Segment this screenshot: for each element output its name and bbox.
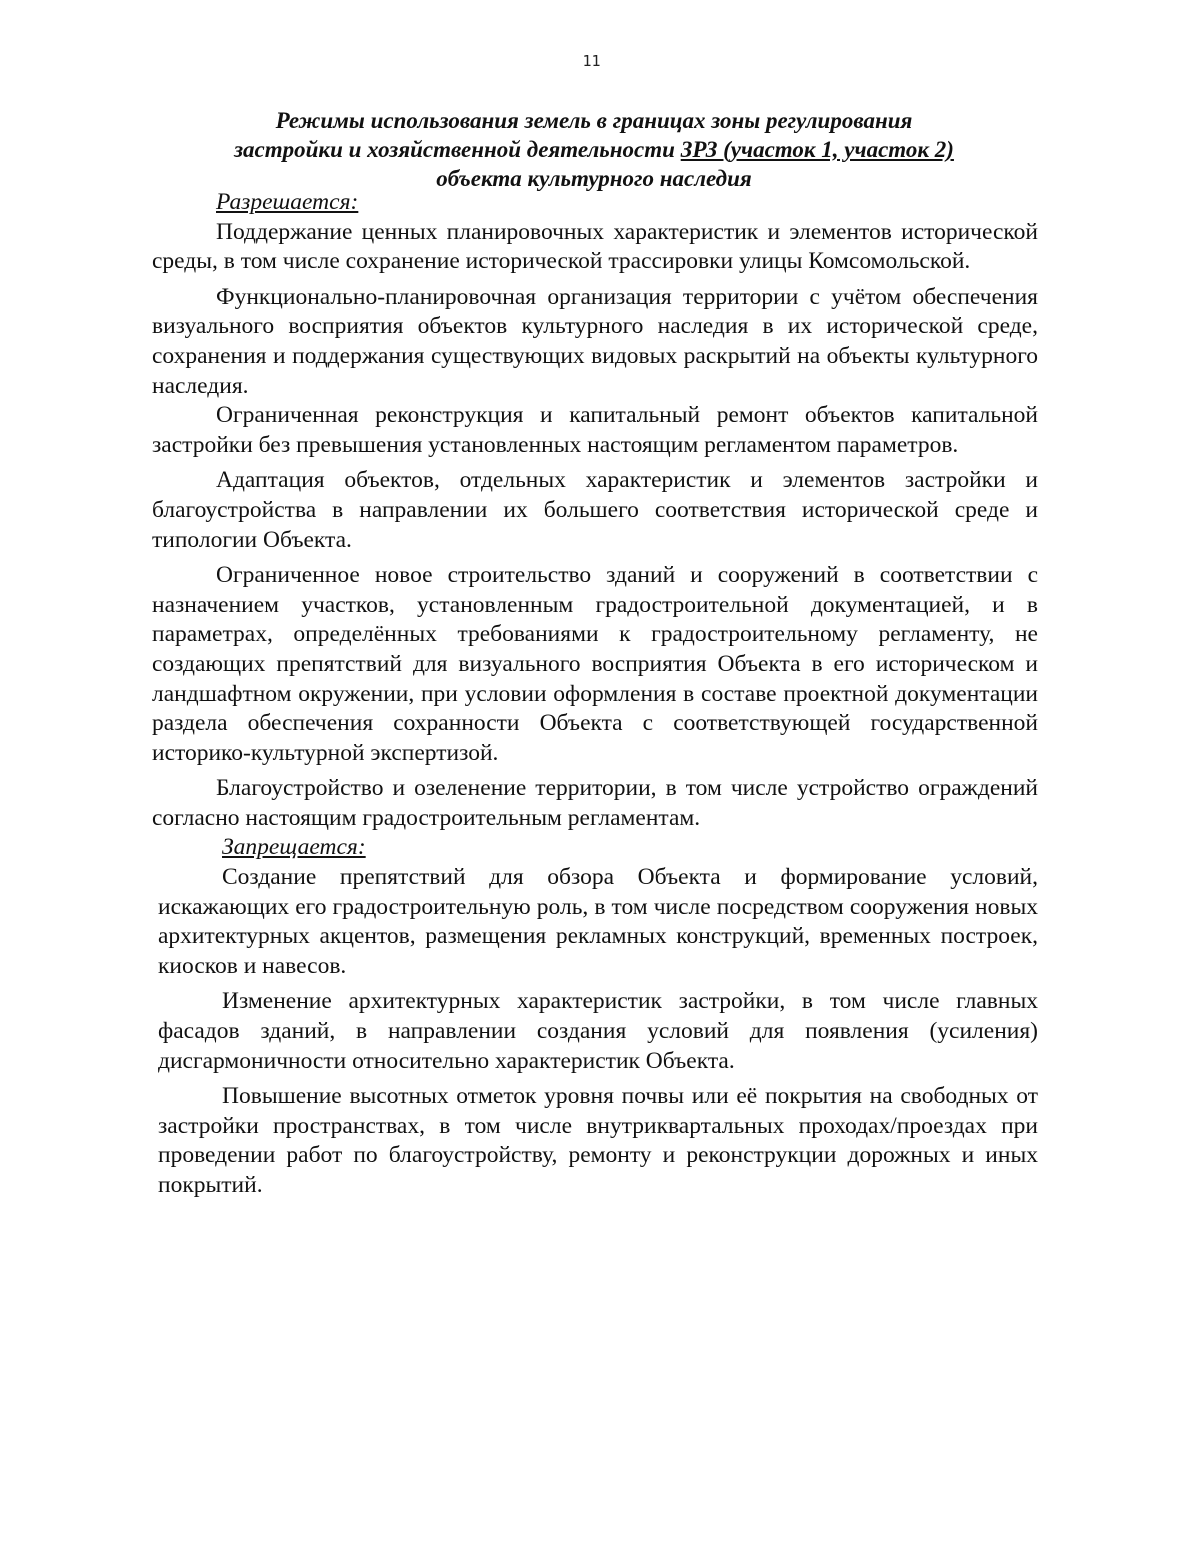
document-title: [150, 106, 1038, 193]
allowed-label: Разрешается:: [216, 189, 359, 215]
allowed-paragraph-6: Благоустройство и озеленение территории, в том числе устройство ограждений согласно настоящим градостроительным регламентам.: [152, 775, 1038, 831]
forbidden-paragraph-2: Изменение архитектурных характеристик застройки, в том числе главных фасадов зданий, в направлении создания условий для появления (усиления) дисгармоничности относительно характеристик Объекта.: [158, 988, 1038, 1074]
forbidden-paragraph-3: Повышение высотных отметок уровня почвы или её покрытия на свободных от застройки пространствах, в том числе внутриквартальных проходах/проездах при проведении работ по благоустройству, ремонту и реконструкции дорожных и иных покрытий.: [158, 1083, 1038, 1198]
allowed-paragraph-5: Ограниченное новое строительство зданий и сооружений в соответствии с назначением участков, установленным градостроительной документацией, и в параметрах, определённых требованиями к градостроительному регламенту, не создающих препятствий для визуального восприятия Объекта в его историческом и ландшафтном окружении, при условии оформления в составе проектной документации раздела обеспечения сохранности Объекта с соответствующей государственной историко-культурной экспертизой.: [152, 562, 1038, 766]
allowed-paragraph-4: Адаптация объектов, отдельных характеристик и элементов застройки и благоустройства в направлении их большего соответствия исторической среде и типологии Объекта.: [152, 467, 1038, 553]
forbidden-label: Запрещается:: [222, 834, 366, 861]
allowed-paragraph-3: Ограниченная реконструкция и капитальный ремонт объектов капитальной застройки без превышения установленных настоящим регламентом параметров.: [152, 402, 1038, 458]
title-line-3: объекта культурного наследия: [436, 166, 752, 191]
title-line-2-prefix: застройки и хозяйственной деятельности: [234, 137, 681, 162]
forbidden-section: [158, 833, 1038, 1200]
title-line-1: Режимы использования земель в границах зоны регулирования: [275, 108, 913, 133]
page-number: 11: [582, 52, 601, 70]
allowed-paragraph-2: Функционально-планировочная организация территории с учётом обеспечения визуального восприятия объектов культурного наследия в их исторической среде, сохранения и поддержания существующих видовых раскрытий на объекты культурного наследия.: [152, 283, 1038, 399]
forbidden-paragraph-1: Создание препятствий для обзора Объекта и формирование условий, искажающих его градостроительную роль, в том числе посредством сооружения новых архитектурных акцентов, размещения рекламных конструкций, временных построек, киосков и навесов.: [158, 864, 1038, 979]
title-zone-code: ЗРЗ (участок 1, участок 2): [680, 137, 954, 162]
title-line-2: [150, 135, 1038, 164]
allowed-paragraph-1: Поддержание ценных планировочных характеристик и элементов исторической среды, в том числе сохранение исторической трассировки улицы Комсомольской.: [152, 218, 1038, 275]
document-body: [152, 188, 1038, 1201]
